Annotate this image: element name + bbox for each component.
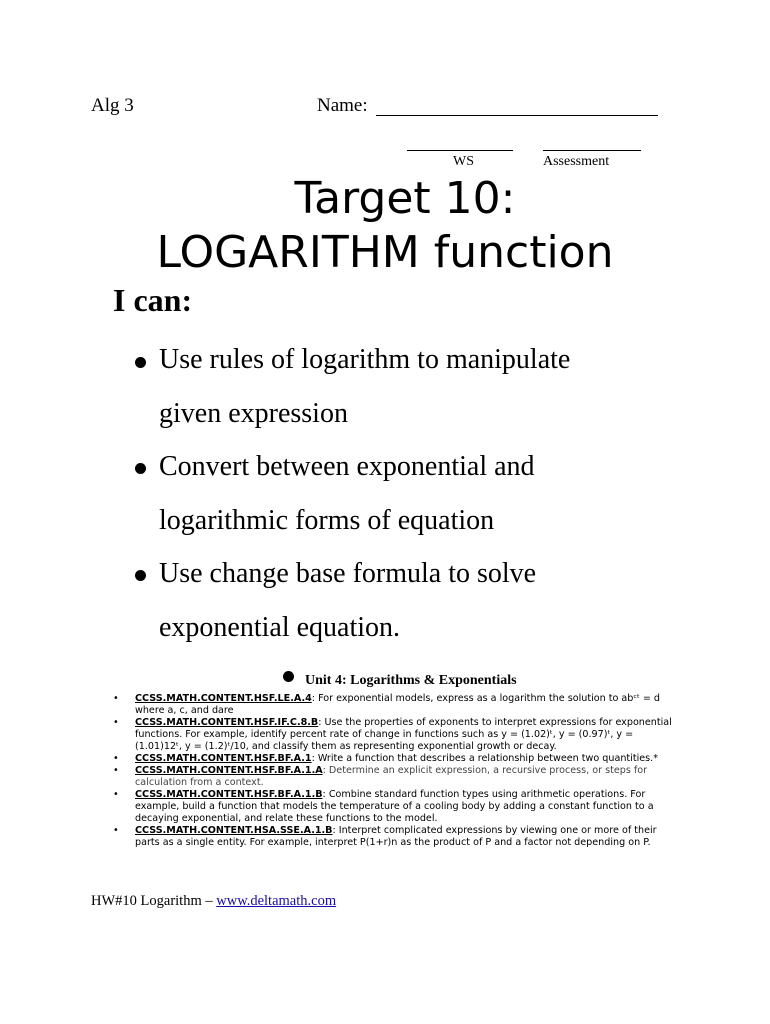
standard-text: : Write a function that describes a relationship between two quantities.* <box>311 753 659 764</box>
list-bullet: • <box>113 753 119 764</box>
goal-2-line1: Convert between exponential and <box>159 451 535 482</box>
page-title-line1: Target 10: <box>294 173 516 224</box>
goal-3-line1: Use change base formula to solve <box>159 558 537 589</box>
list-bullet: • <box>113 825 119 836</box>
list-bullet: • <box>113 717 119 728</box>
standard-code[interactable]: CCSS.MATH.CONTENT.HSF.BF.A.1.A <box>135 765 323 776</box>
standard-code[interactable]: CCSS.MATH.CONTENT.HSF.BF.A.1.B <box>135 789 323 800</box>
unit-bullet <box>283 671 294 682</box>
goal-bullet <box>135 463 146 474</box>
goal-bullet <box>135 357 146 368</box>
goal-2-line2: logarithmic forms of equation <box>159 505 495 536</box>
standard-code[interactable]: CCSS.MATH.CONTENT.HSA.SSE.A.1.B <box>135 825 333 836</box>
name-blank-line <box>376 115 658 116</box>
standard-item <box>113 825 678 849</box>
goal-1-line1: Use rules of logarithm to manipulate <box>159 344 571 375</box>
assessment-score-line <box>543 150 641 151</box>
standard-text: : Combine standard function types using arithmetic operations. For example, build a function that models the temperature of a cooling body by adding a constant function to a decaying exponential, and relate these functions to the model. <box>135 789 654 824</box>
standard-code[interactable]: CCSS.MATH.CONTENT.HSF.LE.A.4 <box>135 693 312 704</box>
page-title-line2: LOGARITHM function <box>156 227 614 278</box>
standard-code[interactable]: CCSS.MATH.CONTENT.HSF.BF.A.1 <box>135 753 312 764</box>
list-bullet: • <box>113 789 119 800</box>
ws-score-line <box>407 150 513 151</box>
unit-heading: Unit 4: Logarithms & Exponentials <box>305 673 517 688</box>
standard-item <box>113 753 678 765</box>
list-bullet: • <box>113 765 119 776</box>
list-bullet: • <box>113 693 119 704</box>
standard-text: : Use the properties of exponents to interpret expressions for exponential functions. For example, identify percent rate of change in functions such as y = (1.02)ᵗ, y = (0.97)ᵗ, y = (1.01)12ᵗ, y = (1.2)ᵗ/10, and classify them as representing exponential growth or decay. <box>135 717 672 752</box>
ican-heading: I can: <box>113 282 193 318</box>
standard-code[interactable]: CCSS.MATH.CONTENT.HSF.IF.C.8.B <box>135 717 319 728</box>
standard-text: : Interpret complicated expressions by viewing one or more of their parts as a single entity. For example, interpret P(1+r)n as the product of P and a factor not depending on P. <box>135 825 657 848</box>
standard-item <box>113 717 678 753</box>
goal-1-line2: given expression <box>159 398 348 429</box>
standard-item <box>113 693 678 717</box>
standard-item <box>113 765 678 789</box>
name-label: Name: <box>317 95 368 116</box>
ws-label: WS <box>453 154 474 169</box>
standard-text: : Determine an explicit expression, a recursive process, or steps for calculation from a context. <box>135 765 648 788</box>
goal-bullet <box>135 570 146 581</box>
homework-label: HW#10 Logarithm – <box>91 893 217 909</box>
assessment-label: Assessment <box>543 154 610 169</box>
homework-line <box>91 893 336 910</box>
course-label: Alg 3 <box>91 95 134 116</box>
standard-item <box>113 789 678 825</box>
goal-3-line2: exponential equation. <box>159 612 401 643</box>
standard-text: : For exponential models, express as a logarithm the solution to abᶜᵗ = d where a, c, and dare <box>135 693 661 716</box>
standards-list <box>113 693 678 849</box>
deltamath-link[interactable]: www.deltamath.com <box>216 893 337 909</box>
